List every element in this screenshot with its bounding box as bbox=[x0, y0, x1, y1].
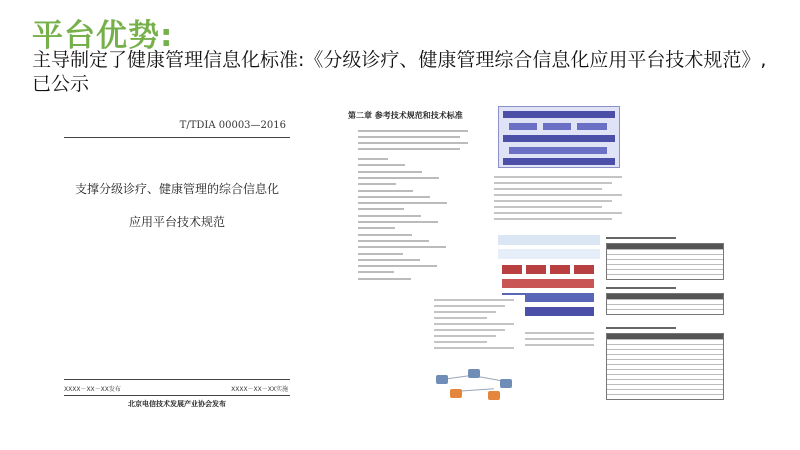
text-line bbox=[434, 329, 505, 331]
text-line bbox=[494, 188, 602, 190]
text-line bbox=[358, 240, 429, 242]
text-line bbox=[358, 148, 460, 150]
text-line bbox=[358, 164, 405, 166]
text-line bbox=[358, 253, 403, 255]
table-row bbox=[607, 394, 723, 399]
spec-table bbox=[606, 293, 724, 315]
text-line bbox=[358, 158, 388, 160]
spec-table bbox=[606, 243, 724, 280]
text-line bbox=[358, 202, 447, 204]
document-cover bbox=[62, 118, 292, 423]
text-line bbox=[358, 130, 468, 132]
network-node bbox=[436, 375, 448, 384]
text-line bbox=[494, 200, 612, 202]
table-caption bbox=[606, 287, 676, 289]
text-line bbox=[358, 177, 439, 179]
document-top-rule bbox=[64, 137, 290, 138]
architecture-layer bbox=[503, 111, 615, 118]
text-line bbox=[358, 136, 460, 138]
text-line bbox=[434, 335, 496, 337]
text-line bbox=[494, 212, 622, 214]
stack-block bbox=[526, 265, 546, 274]
text-line bbox=[434, 299, 514, 301]
architecture-cell bbox=[509, 147, 607, 154]
stack-block bbox=[550, 265, 570, 274]
text-line bbox=[434, 317, 487, 319]
document-code: T/TDIA 00003—2016 bbox=[179, 120, 286, 131]
text-line bbox=[434, 311, 496, 313]
text-line bbox=[358, 265, 437, 267]
document-publish-date: XXXX－XX－XX发布 bbox=[64, 386, 121, 393]
text-line bbox=[494, 206, 602, 208]
chapter-page bbox=[340, 108, 480, 293]
network-node bbox=[468, 369, 480, 378]
stack-block bbox=[502, 279, 594, 288]
text-line bbox=[494, 182, 612, 184]
table-row bbox=[607, 309, 723, 314]
document-implement-date: XXXX－XX－XX实施 bbox=[231, 386, 288, 393]
text-line bbox=[358, 171, 422, 173]
text-line bbox=[358, 215, 421, 217]
text-line bbox=[358, 196, 430, 198]
text-line bbox=[358, 246, 446, 248]
spec-table bbox=[606, 333, 724, 400]
architecture-diagram bbox=[498, 106, 620, 168]
network-node bbox=[450, 389, 462, 398]
text-line bbox=[358, 208, 404, 210]
network-page bbox=[430, 295, 525, 430]
architecture-layer bbox=[503, 158, 615, 165]
architecture-cell bbox=[543, 123, 571, 130]
text-line bbox=[434, 323, 514, 325]
document-footer-rule bbox=[64, 395, 290, 396]
text-line bbox=[358, 271, 394, 273]
chapter-heading: 第二章 参考技术规范和技术标准 bbox=[348, 111, 463, 120]
table-caption bbox=[606, 237, 676, 239]
architecture-layer bbox=[503, 135, 615, 142]
text-line bbox=[358, 278, 411, 280]
slide-title: 平台优势: bbox=[32, 18, 174, 54]
document-title-line1: 支撑分级诊疗、健康管理的综合信息化 bbox=[74, 182, 279, 196]
text-line bbox=[434, 305, 505, 307]
text-line bbox=[434, 347, 514, 349]
document-bottom-rule bbox=[64, 379, 290, 380]
slide-subtitle: 主导制定了健康管理信息化标准:《分级诊疗、健康管理综合信息化应用平台技术规范》,已公示 bbox=[32, 49, 767, 95]
architecture-cell bbox=[509, 123, 537, 130]
text-line bbox=[358, 221, 438, 223]
text-line bbox=[494, 194, 622, 196]
table-row bbox=[607, 274, 723, 279]
text-line bbox=[358, 183, 396, 185]
text-line bbox=[358, 190, 413, 192]
stack-block bbox=[574, 265, 594, 274]
stack-block bbox=[502, 265, 522, 274]
document-title-line2: 应用平台技术规范 bbox=[128, 215, 225, 229]
text-line bbox=[494, 218, 612, 220]
architecture-cell bbox=[577, 123, 607, 130]
network-node bbox=[500, 379, 512, 388]
network-node bbox=[488, 391, 500, 400]
table-caption bbox=[606, 327, 676, 329]
text-line bbox=[358, 234, 412, 236]
spec-tables-page bbox=[600, 235, 730, 425]
text-line bbox=[434, 341, 487, 343]
text-line bbox=[358, 259, 420, 261]
text-line bbox=[494, 176, 622, 178]
text-line bbox=[358, 227, 395, 229]
text-line bbox=[358, 142, 468, 144]
document-publisher: 北京电信技术发展产业协会发布 bbox=[128, 400, 226, 408]
